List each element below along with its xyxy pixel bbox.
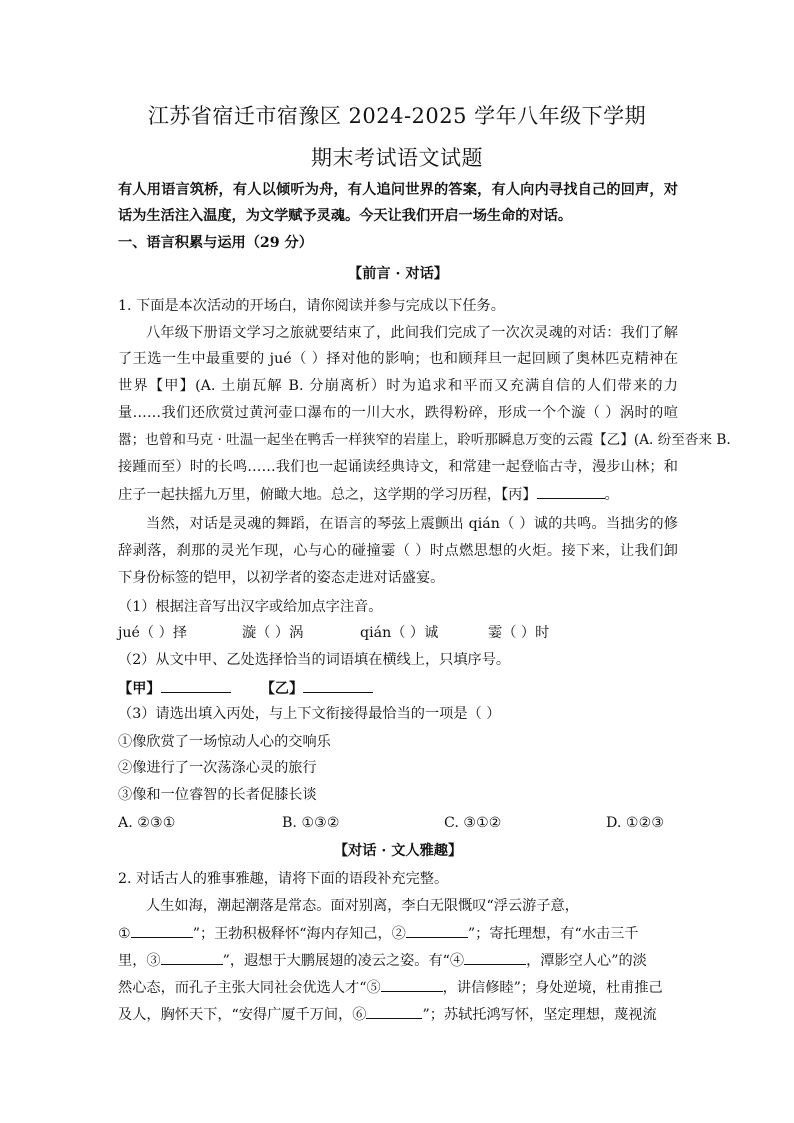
q2-passage-line-2: [118, 923, 678, 944]
q2-text-6: ，潭影空人心”的淡: [526, 953, 647, 969]
q1-sub2: （2）从文中甲、乙处选择恰当的词语填在横线上，只填序号。: [118, 652, 511, 668]
q2-text-3: ”；寄托理想，有“水击三千: [467, 926, 639, 942]
q2-blank-3[interactable]: [161, 950, 223, 965]
q1-sub1: （1）根据注音写出汉字或给加点字注音。: [118, 599, 383, 615]
exam-title-line1: 江苏省宿迁市宿豫区 2024-2025 学年八年级下学期: [147, 104, 647, 128]
q2-passage-line-3: [118, 950, 678, 971]
q2-num-1: ①: [118, 926, 131, 942]
sub1-item-jue[interactable]: jué（ ）择: [118, 625, 188, 641]
q1-passage-line-7: [118, 484, 678, 505]
choice-b[interactable]: B. ①③②: [282, 815, 340, 831]
sub1-item-qian[interactable]: qián（ ）诚: [360, 625, 439, 641]
q1-passage-line-9: 辞剥落，刹那的灵光乍现，心与心的碰撞霎（ ）时点燃思想的火炬。接下来，让我们卸: [118, 543, 678, 559]
q2-blank-2[interactable]: [406, 923, 468, 938]
sub1-item-sha[interactable]: 霎（ ）时: [488, 625, 550, 641]
q2-text-8: ，讲信修睦”；身处逆境，杜甫推己: [442, 980, 663, 996]
intro-line-1: 有人用语言筑桥，有人以倾听为舟，有人追问世界的答案，有人向内寻找自己的回声，对: [118, 182, 678, 198]
q2-blank-1[interactable]: [131, 923, 193, 938]
q2-text-9: 及人，胸怀天下，“安得广厦千万间，⑥: [118, 1007, 367, 1023]
intro-line-2: 话为生活注入温度，为文学赋予灵魂。今天让我们开启一场生命的对话。: [118, 208, 573, 224]
q1-passage-line-1: 八年级下册语文学习之旅就要结束了，此间我们完成了一次次灵魂的对话：我们了解: [146, 325, 678, 341]
q2-passage-line-5: [118, 1004, 678, 1025]
end-mark: 。: [604, 487, 619, 503]
q2-prompt: 2. 对话古人的雅事雅趣，请将下面的语段补充完整。: [118, 871, 449, 887]
sub1-item-xuan[interactable]: 漩（ ）涡: [242, 625, 304, 641]
q2-passage-line-1: 人生如海，潮起潮落是常态。面对别离，李白无限慨叹“浮云游子意，: [146, 898, 579, 914]
q1-passage-line-6: 接踵而至）时的长鸣……我们也一起诵读经典诗文，和常建一起登临古寺，漫步山林；和: [118, 459, 678, 475]
answer-yi-blank[interactable]: [303, 678, 373, 693]
q1-sub2-answer-row: [118, 678, 678, 699]
q2-text-10: ”；苏轼托鸿写怀，坚定理想，蔑视流: [422, 1007, 657, 1023]
blank-bing[interactable]: [537, 484, 605, 499]
q2-text-5: ”，遐想于大鹏展翅的凌云之姿。有“④: [222, 953, 465, 969]
q2-text-2: ”；王勃积极释怀“海内存知己，②: [192, 926, 406, 942]
q1-sub3-item-3: ③像和一位睿智的长者促膝长谈: [118, 787, 317, 803]
q1-sub3-item-2: ②像进行了一次荡涤心灵的旅行: [118, 760, 317, 776]
q1-passage-line-4: 量……我们还欣赏过黄河壶口瀑布的一川大水，跌得粉碎，形成一个个漩（ ）涡时的喧: [118, 405, 678, 421]
label-yi: 【乙】: [260, 681, 304, 697]
q2-text-7: 然心态，而孔子主张大同社会优选人才“⑤: [118, 980, 381, 996]
subsection2-title: 【对话 · 文人雅趣】: [333, 843, 463, 859]
q1-passage-line-2: 了王选一生中最重要的 jué（ ）择对他的影响；也和顾拜旦一起回顾了奥林匹克精神在: [118, 351, 678, 367]
q1-passage-line-10: 下身份标签的铠甲，以初学者的姿态走进对话盛宴。: [118, 570, 445, 586]
label-jia: 【甲】: [118, 681, 161, 697]
q2-blank-4[interactable]: [464, 950, 526, 965]
choice-c[interactable]: C. ③①②: [444, 815, 502, 831]
q1-passage-line-8: 当然，对话是灵魂的舞蹈，在语言的琴弦上震颤出 qián（ ）诚的共鸣。当拙劣的修: [146, 516, 678, 532]
subsection1-title: 【前言 · 对话】: [348, 266, 448, 282]
q2-text-4: 里，③: [118, 953, 161, 969]
q2-blank-5[interactable]: [381, 977, 443, 992]
answer-jia-blank[interactable]: [161, 678, 231, 693]
q1-passage-line-3: 世界【甲】(A. 土崩瓦解 B. 分崩离析）时为追求和平而又充满自信的人们带来的力: [118, 378, 678, 394]
q2-passage-line-4: [118, 977, 678, 998]
section1-heading: 一、语言积累与运用（29 分）: [118, 235, 313, 251]
q1-passage-line-7-text: 庄子一起扶摇九万里，俯瞰大地。总之，这学期的学习历程，【丙】: [118, 487, 537, 503]
q1-passage-line-5: 嚣；也曾和马克 · 吐温一起坐在鸭舌一样狭窄的岩崖上，聆听那瞬息万变的云霞【乙】(A. 纷至沓来 B.: [118, 432, 731, 448]
q2-blank-6[interactable]: [366, 1004, 422, 1019]
q1-sub3: （3）请选出填入丙处，与上下文衔接得最恰当的一项是（ ）: [118, 706, 501, 722]
q1-sub3-item-1: ①像欣赏了一场惊动人心的交响乐: [118, 734, 331, 750]
exam-title-line2: 期末考试语文试题: [311, 146, 483, 170]
choice-a[interactable]: A. ②③①: [118, 815, 176, 831]
q1-prompt: 1. 下面是本次活动的开场白，请你阅读并参与完成以下任务。: [118, 298, 505, 314]
choice-d[interactable]: D. ①②③: [606, 815, 665, 831]
